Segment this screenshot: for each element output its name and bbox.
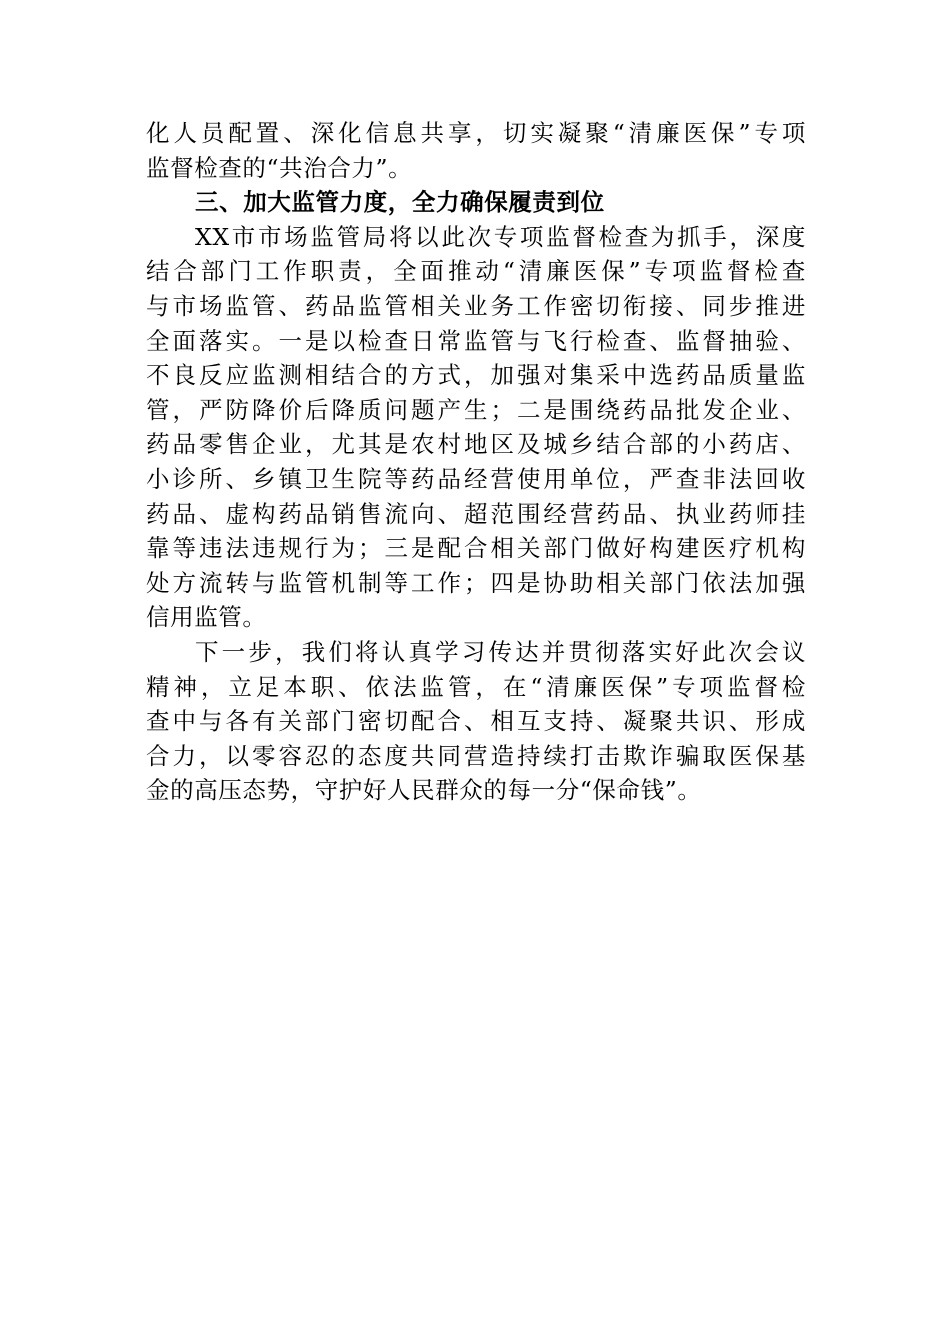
paragraph-line: 精神，立足本职、依法监管，在“清廉医保”专项监督检	[146, 672, 806, 701]
paragraph-line: 下一步，我们将认真学习传达并贯彻落实好此次会议	[195, 637, 806, 666]
section-paragraph	[146, 220, 806, 635]
section-heading: 三、加大监管力度，全力确保履责到位	[195, 188, 605, 217]
paragraph-line: 化人员配置、深化信息共享，切实凝聚“清廉医保”专项	[146, 119, 806, 147]
continuation-paragraph	[146, 116, 806, 185]
paragraph-line: 与市场监管、药品监管相关业务工作密切衔接、同步推进	[146, 291, 806, 320]
paragraph-line: 合力，以零容忍的态度共同营造持续打击欺诈骗取医保基	[146, 741, 806, 770]
paragraph-line: 药品、虚构药品销售流向、超范围经营药品、执业药师挂	[146, 499, 806, 528]
paragraph-line: 信用监管。	[146, 603, 267, 632]
paragraph-line: 结合部门工作职责，全面推动“清廉医保”专项监督检查	[146, 257, 806, 286]
paragraph-line: 金的高压态势，守护好人民群众的每一分“保命钱”。	[146, 776, 702, 805]
paragraph-line: 全面落实。一是以检查日常监管与飞行检查、监督抽验、	[146, 326, 806, 355]
paragraph-line: XX市市场监管局将以此次专项监督检查为抓手，深度	[195, 222, 806, 251]
paragraph-line: 小诊所、乡镇卫生院等药品经营使用单位，严查非法回收	[146, 464, 806, 493]
paragraph-line: 监督检查的“共治合力”。	[146, 153, 413, 182]
paragraph-line: 不良反应监测相结合的方式，加强对集采中选药品质量监	[146, 361, 806, 390]
document-body	[146, 116, 806, 808]
paragraph-line: 管，严防降价后降质问题产生；二是围绕药品批发企业、	[146, 395, 806, 424]
paragraph-line: 查中与各有关部门密切配合、相互支持、凝聚共识、形成	[146, 707, 806, 736]
paragraph-line: 药品零售企业，尤其是农村地区及城乡结合部的小药店、	[146, 430, 806, 459]
paragraph-line: 靠等违法违规行为；三是配合相关部门做好构建医疗机构	[146, 534, 806, 563]
paragraph-line: 处方流转与监管机制等工作；四是协助相关部门依法加强	[146, 568, 806, 597]
closing-paragraph	[146, 635, 806, 808]
